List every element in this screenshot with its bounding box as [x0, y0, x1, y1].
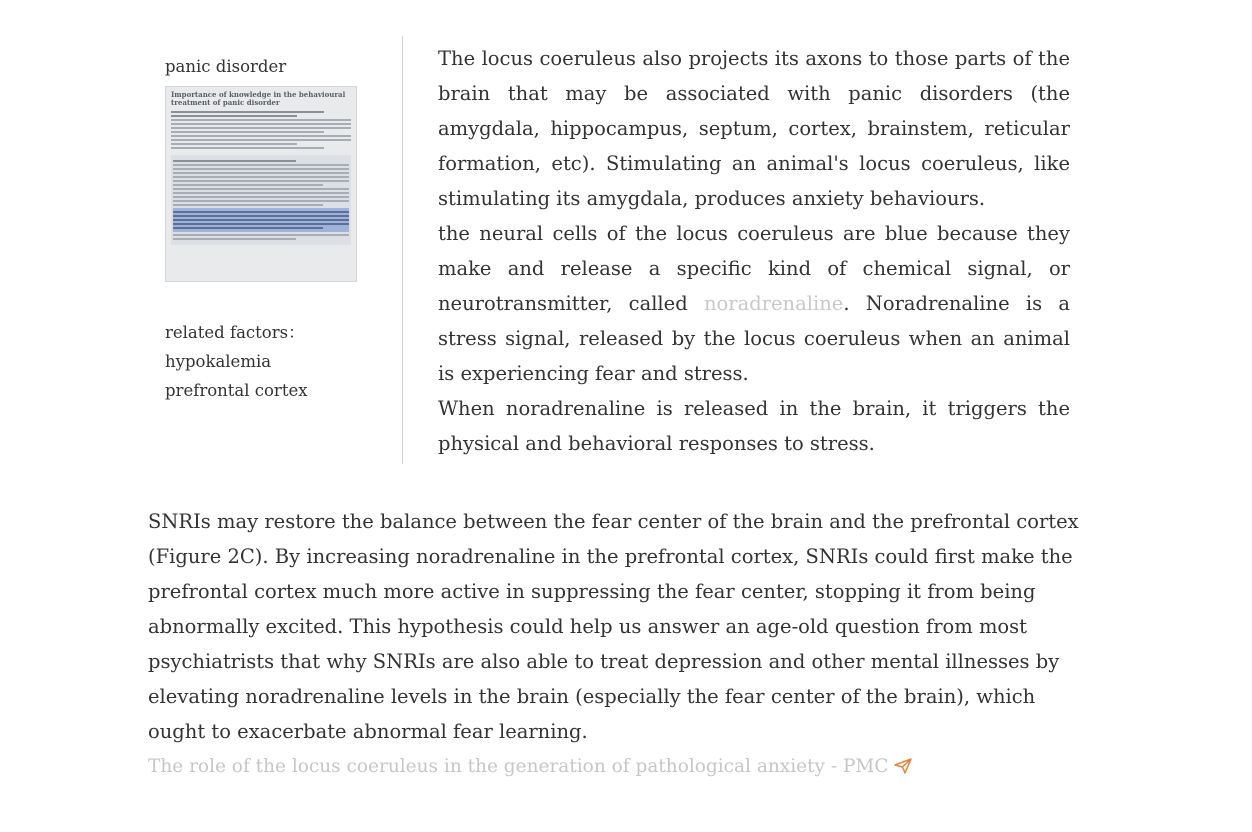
main-text — [438, 41, 1070, 461]
related-factors — [165, 318, 395, 405]
noradrenaline-link[interactable]: noradrenaline — [703, 292, 844, 315]
bottom-text — [148, 504, 1088, 749]
sidebar — [165, 56, 395, 405]
thumbnail-paper-title: Importance of knowledge in the behavioural treatment of panic disorder — [171, 90, 346, 107]
send-icon[interactable] — [893, 755, 913, 773]
related-item-hypokalemia[interactable]: hypokalemia — [165, 352, 272, 371]
paragraph-noradrenaline-release: When noradrenaline is released in the brain, it triggers the physical and behavioral responses to stress. — [438, 397, 1070, 455]
related-factors-label: related factors： — [165, 323, 305, 342]
paragraph-snris: SNRIs may restore the balance between the fear center of the brain and the prefrontal cortex (Figure 2C). By increasing noradrenaline in the prefrontal cortex, SNRIs could first make the prefrontal cortex much more active in suppressing the fear center, stopping it from being abnormally excited. This hypothesis could help us answer an age-old question from most psychiatrists that why SNRIs are also able to treat depression and other mental illnesses by elevating noradrenaline levels in the brain (especially the fear center of the brain), which ought to exacerbate abnormal fear learning. — [148, 510, 1079, 743]
source-link-text[interactable]: The role of the locus coeruleus in the generation of pathological anxiety - PMC — [148, 756, 889, 777]
paragraph-locus-coeruleus: The locus coeruleus also projects its axons to those parts of the brain that may be associated with panic disorders (the amygdala, hippocampus, septum, cortex, brainstem, reticular formation, etc). Stimulating an animal's locus coeruleus, like stimulating its amygdala, produces anxiety behaviours. — [438, 47, 1070, 210]
sidebar-title: panic disorder — [165, 57, 287, 76]
vertical-divider — [402, 36, 403, 464]
paper-thumbnail[interactable] — [165, 86, 357, 282]
related-item-prefrontal-cortex[interactable]: prefrontal cortex — [165, 381, 308, 400]
paragraph-neural-cells: the neural cells of the locus coeruleus are blue because they make and release a specific kind of chemical signal, or neurotransmitter, called noradrenaline. Noradrenaline is a stress signal, released by the locus coeruleus when an animal is experiencing fear and stress. — [438, 222, 1071, 385]
source-link[interactable] — [148, 752, 913, 782]
